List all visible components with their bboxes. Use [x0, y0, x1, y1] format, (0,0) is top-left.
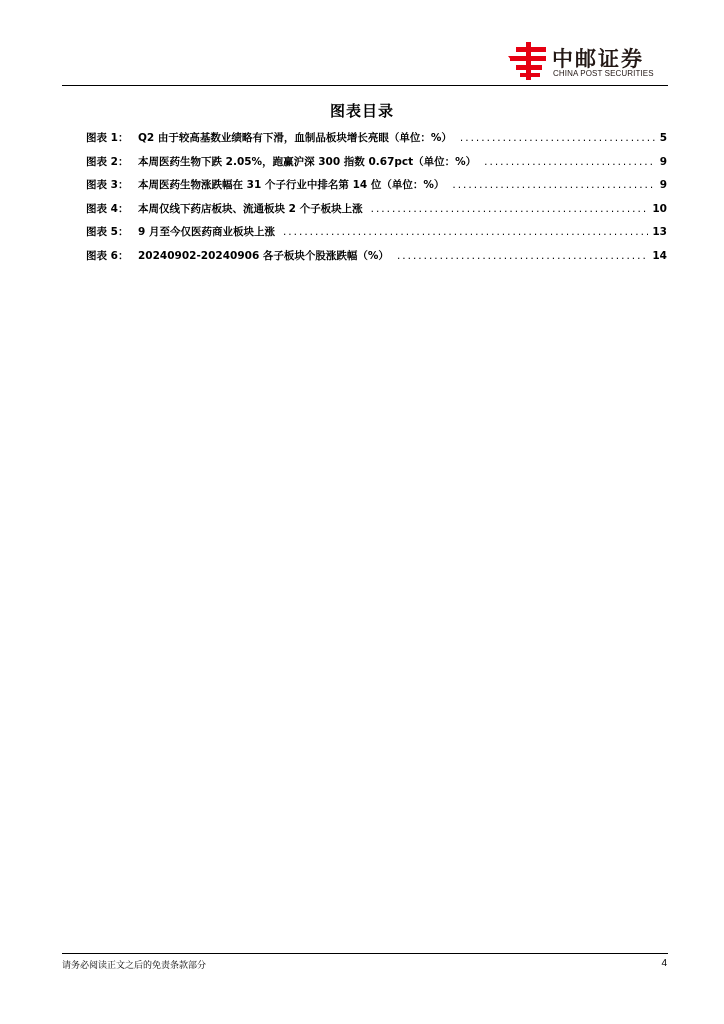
page-number: 4 [661, 958, 667, 969]
toc-leader-dots [397, 250, 648, 262]
toc-entry-page: 13 [652, 226, 667, 238]
toc-entry-6[interactable] [86, 248, 667, 272]
header-divider [62, 85, 668, 86]
toc-title: 图表目录 [329, 102, 394, 120]
toc-leader-dots [484, 156, 656, 168]
toc-entry-text: Q2 由于较高基数业绩略有下滑，血制品板块增长亮眼（单位：%） [138, 132, 452, 144]
company-logo [508, 40, 668, 82]
toc-entry-label: 图表 2： [86, 155, 129, 168]
toc-entry-label: 图表 1： [86, 132, 129, 144]
toc-entry-page: 9 [659, 179, 667, 191]
toc-entry-text: 本周医药生物涨跌幅在 31 个子行业中排名第 14 位（单位：%） [138, 179, 445, 191]
toc-entry-1[interactable] [86, 130, 667, 154]
toc-leader-dots [460, 132, 656, 144]
toc-entry-label: 图表 5： [86, 226, 129, 238]
toc-leader-dots [283, 226, 648, 238]
page-header [62, 0, 668, 86]
toc-entry-label: 图表 6： [86, 249, 129, 262]
toc-entry-5[interactable] [86, 224, 667, 248]
toc-entry-label: 图表 4： [86, 202, 129, 215]
brand-name-en: CHINA POST SECURITIES [553, 69, 654, 78]
brand-name-cn: 中邮证券 [552, 47, 644, 71]
toc-entry-page: 10 [652, 202, 667, 215]
table-of-figures [86, 130, 667, 271]
toc-entry-3[interactable] [86, 177, 667, 201]
toc-entry-text: 本周医药生物下跌 2.05%，跑赢沪深 300 指数 0.67pct（单位：%） [138, 155, 477, 168]
toc-entry-4[interactable] [86, 201, 667, 225]
toc-entry-label: 图表 3： [86, 179, 129, 191]
toc-entry-text: 20240902-20240906 各子板块个股涨跌幅（%） [138, 249, 389, 262]
toc-entry-page: 9 [659, 155, 667, 168]
footer-divider [62, 953, 668, 954]
toc-entry-text: 本周仅线下药店板块、流通板块 2 个子板块上涨 [138, 202, 363, 215]
toc-entry-2[interactable] [86, 154, 667, 178]
toc-entry-page: 14 [652, 249, 667, 262]
toc-leader-dots [371, 203, 649, 215]
toc-entry-text: 9 月至今仅医药商业板块上涨 [138, 226, 275, 238]
toc-leader-dots [452, 179, 655, 191]
footer-disclaimer: 请务必阅读正文之后的免责条款部分 [62, 961, 207, 971]
china-post-logo-icon [508, 42, 548, 80]
toc-entry-page: 5 [659, 132, 667, 144]
